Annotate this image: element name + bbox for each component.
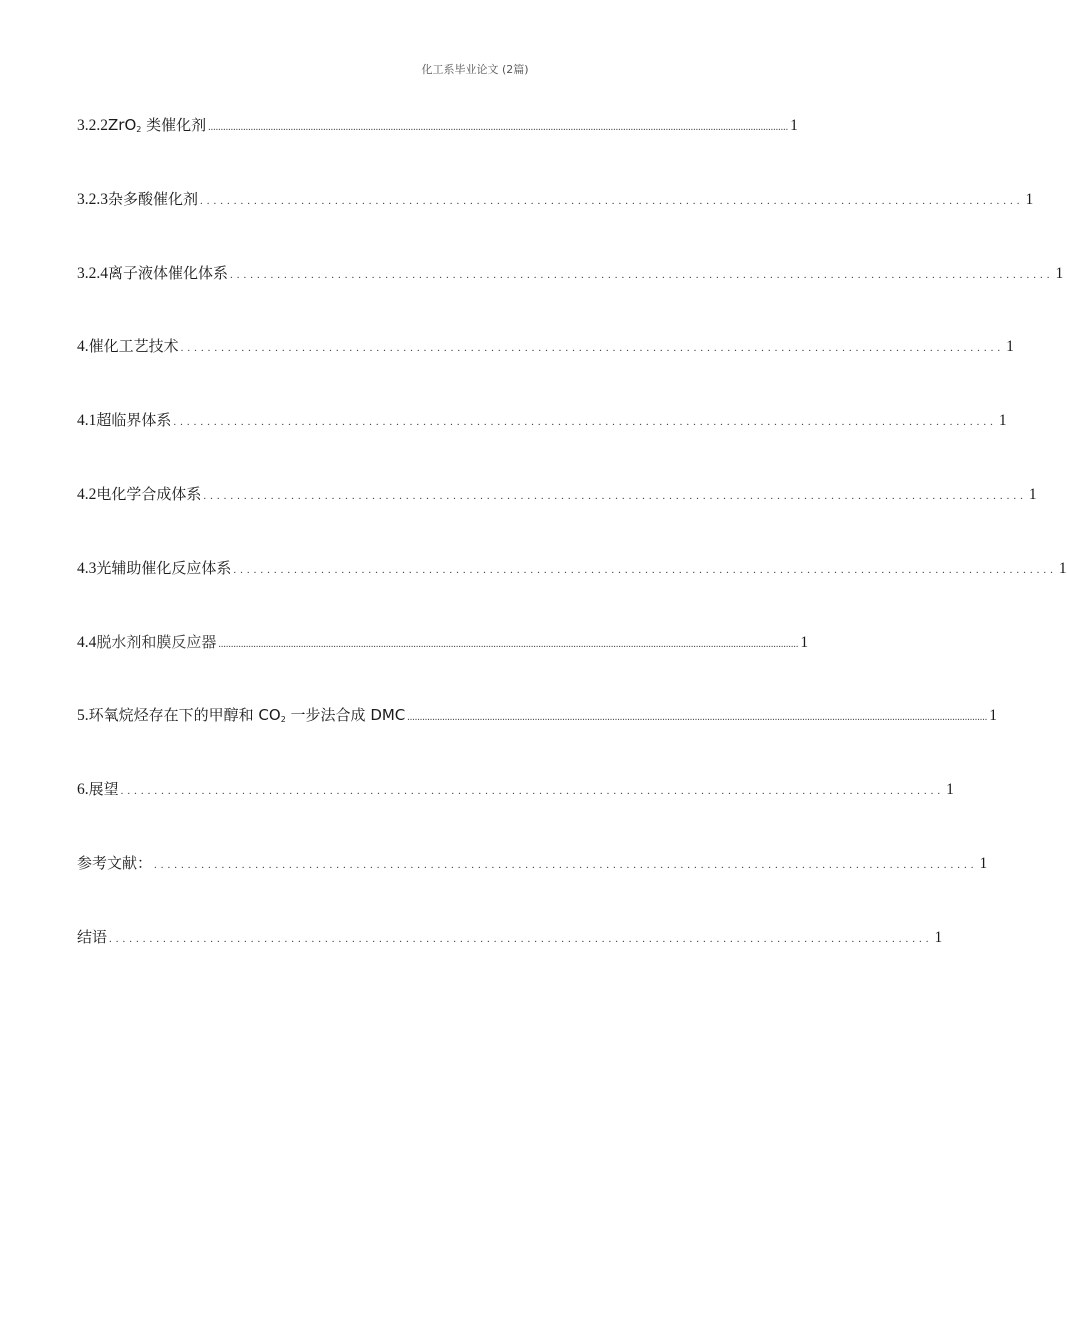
toc-page-number: 1 (989, 707, 998, 725)
toc-number: 6. (77, 781, 89, 799)
toc-title: 环氧烷烃存在下的甲醇和 $CO_2$ 一步法合成 DMC (88, 706, 406, 725)
toc-leader: .......................................................................................................................... (233, 563, 1057, 576)
toc-title: 光辅助催化反应体系 (96, 558, 232, 577)
toc-title: 离子液体催化体系 (108, 263, 229, 282)
toc-page-number: 1 (790, 117, 798, 134)
toc-entry-3-2-4[interactable] (77, 262, 1064, 336)
toc-number: 3.2.3 (77, 190, 108, 208)
toc-number: 5. (77, 707, 89, 725)
toc-title: 催化工艺技术 (88, 337, 179, 356)
toc-page-number: 1 (1028, 485, 1037, 503)
toc-entry-4-3[interactable] (77, 557, 1067, 631)
toc-number: 4.3 (77, 559, 97, 577)
toc-entry-3-2-3[interactable] (77, 188, 1034, 262)
toc-page-number: 1 (979, 854, 988, 872)
toc-entry-conclusion[interactable] (77, 926, 943, 1000)
toc-title: 展望 (88, 780, 119, 799)
toc-number: 4. (77, 338, 89, 356)
toc-page-number: 1 (998, 412, 1007, 430)
toc-number: 4.2 (77, 485, 97, 503)
toc-page-number: 1 (1055, 264, 1064, 282)
toc-leader: ........................................................................................................................................................................................................................................ (218, 638, 799, 650)
toc-number: 3.2.4 (77, 264, 108, 282)
toc-leader: .......................................................................................................................... (120, 785, 945, 798)
table-of-contents (77, 114, 1067, 1000)
toc-leader: .......................................................................................................................... (200, 194, 1024, 207)
toc-title: 脱水剂和膜反应器 (96, 634, 217, 651)
toc-title: 结语 (77, 927, 108, 946)
toc-page-number: 1 (1058, 559, 1067, 577)
toc-entry-references[interactable] (77, 852, 988, 926)
toc-leader: .......................................................................................................................... (203, 489, 1027, 502)
toc-entry-3-2-2[interactable] (77, 114, 798, 188)
toc-leader: ........................................................................................................................................................................................................................................ (208, 122, 789, 133)
toc-leader: .......................................................................................................................... (109, 932, 933, 945)
toc-number: 4.4 (77, 633, 97, 651)
toc-number: 3.2.2 (77, 117, 108, 134)
toc-page-number: 1 (934, 928, 943, 946)
toc-entry-4-2[interactable] (77, 483, 1037, 557)
toc-title: 超临界体系 (96, 411, 172, 430)
toc-title: 杂多酸催化剂 (108, 189, 199, 208)
toc-entry-4-4[interactable] (77, 631, 809, 705)
toc-leader: .......................................................................................................................... (173, 416, 997, 429)
toc-entry-6[interactable] (77, 778, 954, 852)
toc-page-number: 1 (800, 633, 809, 651)
toc-leader: ........................................................................................................................................................................................................................................ (407, 712, 988, 724)
toc-title: 参考文献： (77, 853, 153, 872)
toc-title: 电化学合成体系 (96, 484, 202, 503)
toc-page-number: 1 (1006, 338, 1014, 356)
toc-entry-4[interactable] (77, 335, 1014, 409)
toc-leader: .......................................................................................................................... (230, 268, 1054, 281)
toc-entry-4-1[interactable] (77, 409, 1007, 483)
toc-leader: .......................................................................................................................... (154, 858, 978, 871)
toc-page-number: 1 (1025, 190, 1034, 208)
toc-title: ZrO$_2$ 类催化剂 (108, 116, 207, 134)
toc-entry-5[interactable] (77, 704, 998, 778)
header-text: 化工系毕业论文 (2篇) (421, 63, 529, 76)
toc-number: 4.1 (77, 412, 97, 430)
toc-leader: .......................................................................................................................... (180, 342, 1005, 355)
toc-page-number: 1 (946, 781, 954, 799)
page-header (0, 63, 950, 80)
